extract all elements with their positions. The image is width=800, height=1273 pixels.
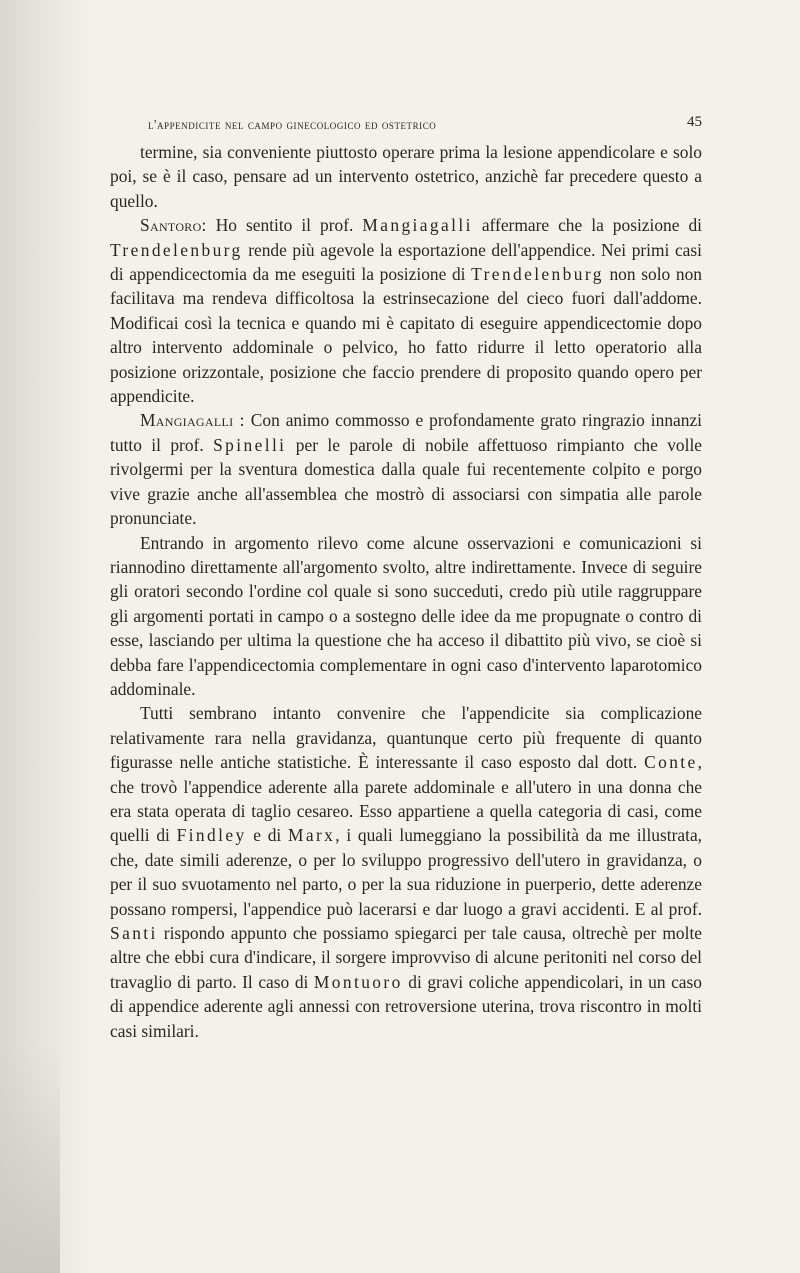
cited-name: Marx (287, 825, 336, 846)
text-run: Tutti sembrano intanto convenire che l'appendicite sia complicazione relativamente rara nella gravidanza, quantunque certo più frequente di quanto figurasse nelle antiche statistiche. È interessante il caso esposto dal dott. (110, 703, 702, 773)
running-title: l'appendicite nel campo ginecologico ed ostetrico (148, 117, 437, 132)
cited-name: Findley (176, 825, 247, 846)
text-run: , che trovò l'appendice aderente alla parete addominale e all'utero in una donna che era stata operata di taglio cesareo. Esso appartiene a quella categoria di casi, come quelli di (110, 752, 702, 846)
text-run: e di (246, 825, 288, 846)
cited-name: Santi (110, 923, 158, 943)
page-number: 45 (687, 114, 702, 130)
paragraph (110, 531, 702, 702)
text-run: Entrando in argomento rilevo come alcune osservazioni e comunicazioni si riannodino direttamente all'argomento svolto, altre indirettamente. Invece di seguire gli oratori secondo l'ordine col quale si sono succeduti, credo più utile raggruppare gli argomenti portati in campo o a sostegno delle idee da me propugnate o contro di esse, lasciando per ultima la questione che ha acceso il dibattito più vivo, se cioè si debba fare l'appendicectomia complementare in ogni caso d'intervento laparotomico addominale. (110, 532, 702, 699)
speaker-name: Santoro: (140, 215, 207, 236)
text-run: affermare che la posizione di (472, 215, 702, 236)
paragraph (110, 408, 702, 530)
text-run: Con animo commosso e profondamente grato ringrazio innanzi tutto il prof. (110, 410, 702, 455)
paragraph (110, 140, 702, 213)
text-run: non solo non facilitava ma rendeva difficoltosa la estrinsecazione del cieco fuori dall'addome. Modificai così la tecnica e quando mi è capitato di eseguire appendicectomie dopo altro intervento addominale o pelvico, ho fatto ridurre il letto operatorio alla posizione orizzontale, posizione che faccio prendere di proposito quando opero per appendicite. (110, 264, 702, 407)
book-page (110, 0, 702, 1043)
text-run: rende più agevole la esportazione dell'appendice. Nei primi casi di appendicectomia da me eseguiti la posizione di (110, 239, 702, 285)
paragraph (110, 213, 702, 408)
cited-name: Mangiagalli (362, 215, 473, 236)
speaker-name: Mangiagalli : (140, 410, 245, 431)
cited-name: Montuoro (313, 971, 403, 992)
running-head (110, 0, 702, 130)
text-run: Ho sentito il prof. (206, 215, 363, 236)
cited-name: Conte (644, 752, 698, 773)
cited-name: Spinelli (213, 434, 287, 455)
text-run: per le parole di nobile affettuoso rimpianto che volle rivolgermi per la sventura domestica dalla quale fui recentemente colpito e porgo vive grazie anche all'assemblea che mostrò di associarsi con simpatia alle parole pronunciate. (110, 434, 702, 529)
body-text (110, 140, 702, 1043)
paragraph (110, 701, 702, 1043)
text-run: di gravi coliche appendicolari, in un caso di appendice aderente agli annessi con retroversione uterina, trova riscontro in molti casi similari. (110, 971, 702, 1041)
scan-shadow-corner (0, 1043, 60, 1273)
cited-name: Trendelenburg (471, 264, 604, 285)
cited-name: Trendelenburg (110, 239, 243, 260)
text-run: , i quali lumeggiano la possibilità da me illustrata, che, date simili aderenze, o per lo sviluppo progressivo dell'utero in gravidanza, o per il suo svuotamento nel parto, o per la sua riduzione in puerperio, dette aderenze possano rompersi, l'appendice può lacerarsi e dar luogo a gravi accidenti. E al prof. (110, 825, 703, 919)
text-run: rispondo appunto che possiamo spiegarci per tale causa, oltrechè per molte altre che ebbi cura d'indicare, il sorgere improvviso di alcune peritoniti nel corso del travaglio di parto. Il caso di (110, 923, 702, 992)
text-run: termine, sia conveniente piuttosto operare prima la lesione appendicolare e solo poi, se è il caso, pensare ad un intervento ostetrico, anzichè far precedere questo a quello. (110, 142, 702, 211)
